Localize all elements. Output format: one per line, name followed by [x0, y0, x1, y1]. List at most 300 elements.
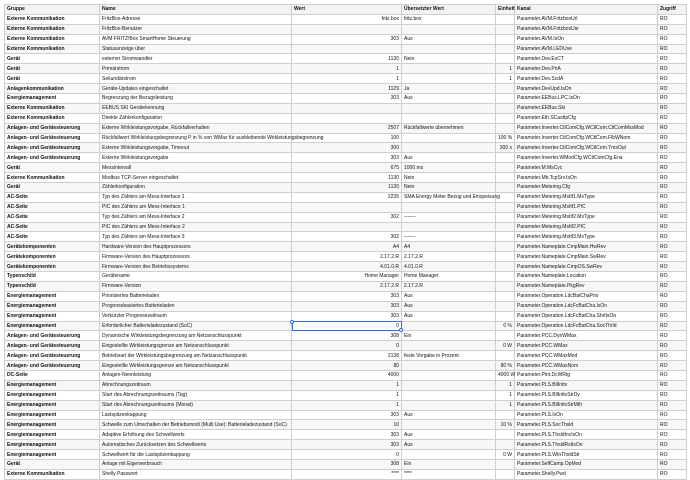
kanal-cell[interactable]: Parameter.AVM.FritzboxUsr	[515, 24, 658, 34]
gruppe-cell[interactable]: Energiemanagement	[5, 440, 100, 450]
name-cell[interactable]: Externe Wirkleistungsvorgabe, Timeout	[100, 143, 292, 153]
kanal-cell[interactable]: Parameter.Operation.LdcFcBatCha.SocThrld	[515, 321, 658, 331]
name-cell[interactable]: Begrenzung der Bezugsleistung	[100, 94, 292, 104]
kanal-cell[interactable]: Parameter.Metering.MsItf1.MsType	[515, 192, 658, 202]
gruppe-cell[interactable]: Gerätekomponenten	[5, 262, 100, 272]
einheit-cell[interactable]	[496, 262, 515, 272]
wert-cell[interactable]: 1	[292, 400, 402, 410]
gruppe-cell[interactable]: Anlagen- und Gerätesteuerung	[5, 341, 100, 351]
wert-cell[interactable]	[292, 202, 402, 212]
kanal-cell[interactable]: Parameter.Metering.MsItf2.PIC	[515, 222, 658, 232]
gruppe-cell[interactable]: Anlagen- und Gerätesteuerung	[5, 143, 100, 153]
gruppe-cell[interactable]: Gerät	[5, 163, 100, 173]
name-cell[interactable]: Firmware-Version des Betriebssystems	[100, 262, 292, 272]
name-cell[interactable]: Firmware-Version	[100, 281, 292, 291]
zugriff-cell[interactable]: RO	[658, 301, 687, 311]
name-cell[interactable]: Externe Wirkleistungsvorgabe, Rückfallverhalten	[100, 123, 292, 133]
zugriff-cell[interactable]: RO	[658, 192, 687, 202]
zugriff-cell[interactable]: RO	[658, 311, 687, 321]
gruppe-cell[interactable]: AC-Seite	[5, 212, 100, 222]
uebersetzter-wert-cell[interactable]: Aus	[402, 153, 496, 163]
gruppe-cell[interactable]: AC-Seite	[5, 192, 100, 202]
zugriff-cell[interactable]: RO	[658, 242, 687, 252]
wert-cell[interactable]: 1	[292, 74, 402, 84]
gruppe-cell[interactable]: Energiemanagement	[5, 321, 100, 331]
name-cell[interactable]: Sekundärstrom	[100, 74, 292, 84]
zugriff-cell[interactable]: RO	[658, 410, 687, 420]
gruppe-cell[interactable]: AC-Seite	[5, 202, 100, 212]
zugriff-cell[interactable]: RO	[658, 44, 687, 54]
name-cell[interactable]: Shelly Passwort	[100, 469, 292, 479]
uebersetzter-wert-cell[interactable]	[402, 24, 496, 34]
uebersetzter-wert-cell[interactable]: Ein	[402, 331, 496, 341]
kanal-cell[interactable]: Parameter.Nameplate.CmpMain.SwRev	[515, 252, 658, 262]
einheit-cell[interactable]: 0 %	[496, 321, 515, 331]
einheit-cell[interactable]	[496, 440, 515, 450]
gruppe-cell[interactable]: Externe Kommunikation	[5, 173, 100, 183]
einheit-cell[interactable]	[496, 14, 515, 24]
uebersetzter-wert-cell[interactable]: 2.17.2.R	[402, 252, 496, 262]
uebersetzter-wert-cell[interactable]: 4.01.0.R	[402, 262, 496, 272]
gruppe-cell[interactable]: Gerät	[5, 183, 100, 193]
zugriff-cell[interactable]: RO	[658, 232, 687, 242]
wert-cell[interactable]: 302	[292, 232, 402, 242]
name-cell[interactable]: PIC des Zählers am Mess-Interface 1	[100, 202, 292, 212]
name-cell[interactable]: Eingestellte Wirkleistungsgrenze am Netzanschlusspunkt	[100, 341, 292, 351]
gruppe-cell[interactable]: Energiemanagement	[5, 311, 100, 321]
gruppe-cell[interactable]: Energiemanagement	[5, 410, 100, 420]
einheit-cell[interactable]: 100 %	[496, 133, 515, 143]
kanal-cell[interactable]: Parameter.Dev.ScdA	[515, 74, 658, 84]
wert-cell[interactable]: 0	[292, 341, 402, 351]
uebersetzter-wert-cell[interactable]: Aus	[402, 291, 496, 301]
gruppe-cell[interactable]: Externe Kommunikation	[5, 14, 100, 24]
gruppe-cell[interactable]: Anlagenkommunikation	[5, 84, 100, 94]
zugriff-cell[interactable]: RO	[658, 262, 687, 272]
uebersetzter-wert-cell[interactable]	[402, 400, 496, 410]
kanal-cell[interactable]: Parameter.PLS.BllInttvStrDy	[515, 390, 658, 400]
name-cell[interactable]: Hardware-Version des Hauptprozessors	[100, 242, 292, 252]
zugriff-cell[interactable]: RO	[658, 183, 687, 193]
kanal-cell[interactable]: Parameter.PLS.IsOn	[515, 410, 658, 420]
wert-cell[interactable]: 302	[292, 212, 402, 222]
name-cell[interactable]: Typ des Zählers am Mess-Interface 1	[100, 192, 292, 202]
einheit-cell[interactable]	[496, 163, 515, 173]
gruppe-cell[interactable]: Externe Kommunikation	[5, 469, 100, 479]
gruppe-cell[interactable]: Energiemanagement	[5, 420, 100, 430]
einheit-cell[interactable]	[496, 123, 515, 133]
uebersetzter-wert-cell[interactable]	[402, 380, 496, 390]
uebersetzter-wert-cell[interactable]: Ein	[402, 459, 496, 469]
gruppe-cell[interactable]: Externe Kommunikation	[5, 103, 100, 113]
name-cell[interactable]: Verkürzter Prognosezeitraum	[100, 311, 292, 321]
uebersetzter-wert-cell[interactable]	[402, 450, 496, 460]
uebersetzter-wert-cell[interactable]	[402, 370, 496, 380]
wert-cell[interactable]: 2507	[292, 123, 402, 133]
gruppe-cell[interactable]: Energiemanagement	[5, 390, 100, 400]
einheit-cell[interactable]	[496, 24, 515, 34]
column-header-einheit[interactable]: Einheit	[496, 5, 515, 15]
gruppe-cell[interactable]: Energiemanagement	[5, 450, 100, 460]
column-header-kanal[interactable]: Kanal	[515, 5, 658, 15]
einheit-cell[interactable]	[496, 232, 515, 242]
name-cell[interactable]: Betriebsart der Wirkleistungsbegrenzung am Netzanschlusspunkt	[100, 351, 292, 361]
uebersetzter-wert-cell[interactable]	[402, 390, 496, 400]
einheit-cell[interactable]: 1	[496, 380, 515, 390]
uebersetzter-wert-cell[interactable]	[402, 143, 496, 153]
einheit-cell[interactable]	[496, 103, 515, 113]
wert-cell[interactable]: 1129	[292, 84, 402, 94]
column-header-zugriff[interactable]: Zugriff	[658, 5, 687, 15]
zugriff-cell[interactable]: RO	[658, 440, 687, 450]
name-cell[interactable]: Priorisiertes Batterieladen	[100, 291, 292, 301]
wert-cell[interactable]: 303	[292, 153, 402, 163]
kanal-cell[interactable]: Parameter.Operation.LdcFcBatCha.IsOn	[515, 301, 658, 311]
name-cell[interactable]: Modbus TCP-Server eingeschaltet	[100, 173, 292, 183]
gruppe-cell[interactable]: Energiemanagement	[5, 291, 100, 301]
kanal-cell[interactable]: Parameter.Nameplate.CmpMain.HwRev	[515, 242, 658, 252]
name-cell[interactable]: PIC des Zählers am Mess-Interface 2	[100, 222, 292, 232]
name-cell[interactable]: Dynamische Wirkleistungsbegrenzung am Netzanschlusspunkt	[100, 331, 292, 341]
gruppe-cell[interactable]: AC-Seite	[5, 232, 100, 242]
gruppe-cell[interactable]: Typenschild	[5, 281, 100, 291]
wert-cell[interactable]: 100	[292, 133, 402, 143]
name-cell[interactable]: AVM FRITZ!Box SmartHome Steuerung	[100, 34, 292, 44]
zugriff-cell[interactable]: RO	[658, 351, 687, 361]
name-cell[interactable]: externer Stromwandler	[100, 54, 292, 64]
gruppe-cell[interactable]: Anlagen- und Gerätesteuerung	[5, 361, 100, 371]
zugriff-cell[interactable]: RO	[658, 341, 687, 351]
kanal-cell[interactable]: Parameter.Eth.SCastIpCfg	[515, 113, 658, 123]
zugriff-cell[interactable]: RO	[658, 469, 687, 479]
kanal-cell[interactable]: Parameter.PCC.WMax	[515, 341, 658, 351]
kanal-cell[interactable]: Parameter.AVM.FritzboxUrl	[515, 14, 658, 24]
gruppe-cell[interactable]: Gerät	[5, 74, 100, 84]
einheit-cell[interactable]: 1	[496, 390, 515, 400]
wert-cell[interactable]: 303	[292, 440, 402, 450]
wert-cell[interactable]: 675	[292, 163, 402, 173]
kanal-cell[interactable]: Parameter.PLS.SocThsld	[515, 420, 658, 430]
name-cell[interactable]: Start des Abrechnungszeitraums (Monat)	[100, 400, 292, 410]
gruppe-cell[interactable]: DC-Seite	[5, 370, 100, 380]
column-header-uebersetzter-wert[interactable]: Übersetzter Wert	[402, 5, 496, 15]
einheit-cell[interactable]	[496, 351, 515, 361]
zugriff-cell[interactable]: RO	[658, 64, 687, 74]
einheit-cell[interactable]	[496, 34, 515, 44]
kanal-cell[interactable]: Parameter.Dev.ExCT	[515, 54, 658, 64]
kanal-cell[interactable]: Parameter.AVM.IsOn	[515, 34, 658, 44]
uebersetzter-wert-cell[interactable]: Aus	[402, 301, 496, 311]
kanal-cell[interactable]: Parameter.EEBus.Ski	[515, 103, 658, 113]
kanal-cell[interactable]: Parameter.PCC.DynWMax	[515, 331, 658, 341]
name-cell[interactable]: Erforderlicher Batterieladezustand (SoC)	[100, 321, 292, 331]
kanal-cell[interactable]: Parameter.PLS.BllInttv	[515, 380, 658, 390]
gruppe-cell[interactable]: Gerätekomponenten	[5, 252, 100, 262]
kanal-cell[interactable]: Parameter.Nameplate.CmpOS.SwRev	[515, 262, 658, 272]
einheit-cell[interactable]	[496, 113, 515, 123]
uebersetzter-wert-cell[interactable]	[402, 103, 496, 113]
einheit-cell[interactable]: 1	[496, 400, 515, 410]
zugriff-cell[interactable]: RO	[658, 370, 687, 380]
zugriff-cell[interactable]: RO	[658, 459, 687, 469]
gruppe-cell[interactable]: Externe Kommunikation	[5, 34, 100, 44]
uebersetzter-wert-cell[interactable]: Aus	[402, 410, 496, 420]
name-cell[interactable]: Gerätename	[100, 272, 292, 282]
uebersetzter-wert-cell[interactable]: SMA Energy Meter Bezug und Einspeisung	[402, 192, 496, 202]
einheit-cell[interactable]	[496, 222, 515, 232]
zugriff-cell[interactable]: RO	[658, 54, 687, 64]
wert-cell[interactable]: 308	[292, 459, 402, 469]
selected-cell[interactable]: 0	[292, 321, 402, 331]
zugriff-cell[interactable]: RO	[658, 34, 687, 44]
uebersetzter-wert-cell[interactable]: -------	[402, 232, 496, 242]
wert-cell[interactable]: 1	[292, 64, 402, 74]
uebersetzter-wert-cell[interactable]	[402, 341, 496, 351]
kanal-cell[interactable]: Parameter.PCC.WMaxNom	[515, 361, 658, 371]
zugriff-cell[interactable]: RO	[658, 123, 687, 133]
zugriff-cell[interactable]: RO	[658, 420, 687, 430]
name-cell[interactable]: Start des Abrechnungszeitraums (Tag)	[100, 390, 292, 400]
gruppe-cell[interactable]: Gerät	[5, 54, 100, 64]
wert-cell[interactable]	[292, 44, 402, 54]
gruppe-cell[interactable]: Energiemanagement	[5, 400, 100, 410]
kanal-cell[interactable]: Parameter.Inverter.CtlComCfg.WCtlCom.FlbWNom	[515, 133, 658, 143]
name-cell[interactable]: EEBUS SKI Gerätekennung	[100, 103, 292, 113]
uebersetzter-wert-cell[interactable]: Nein	[402, 183, 496, 193]
zugriff-cell[interactable]: RO	[658, 143, 687, 153]
wert-cell[interactable]: 2138	[292, 351, 402, 361]
name-cell[interactable]: Lastspitzenkappung	[100, 410, 292, 420]
wert-cell[interactable]: 1	[292, 380, 402, 390]
zugriff-cell[interactable]: RO	[658, 321, 687, 331]
einheit-cell[interactable]	[496, 301, 515, 311]
gruppe-cell[interactable]: Energiemanagement	[5, 301, 100, 311]
kanal-cell[interactable]: Parameter.Plnt.DcWRtg	[515, 370, 658, 380]
name-cell[interactable]: Geräte-Updates eingeschaltet	[100, 84, 292, 94]
name-cell[interactable]: Typ des Zählers am Mess-Interface 2	[100, 212, 292, 222]
uebersetzter-wert-cell[interactable]	[402, 321, 496, 331]
wert-cell[interactable]: 1130	[292, 173, 402, 183]
einheit-cell[interactable]: 0 W	[496, 450, 515, 460]
kanal-cell[interactable]: Parameter.Metering.Cfg	[515, 183, 658, 193]
uebersetzter-wert-cell[interactable]: Aus	[402, 34, 496, 44]
gruppe-cell[interactable]: Gerät	[5, 459, 100, 469]
wert-cell[interactable]: 303	[292, 291, 402, 301]
zugriff-cell[interactable]: RO	[658, 430, 687, 440]
name-cell[interactable]: Rückfallwert Wirkleistungsbegrenzung P in % von WMax für ausbleibende Wirkleistungsbegrenzung	[100, 133, 292, 143]
zugriff-cell[interactable]: RO	[658, 14, 687, 24]
zugriff-cell[interactable]: RO	[658, 212, 687, 222]
wert-cell[interactable]: 80	[292, 361, 402, 371]
zugriff-cell[interactable]: RO	[658, 331, 687, 341]
name-cell[interactable]: Schwelle zum Umschalten der Betriebsmodi (Multi Use): Batterieladezustand (SoC)	[100, 420, 292, 430]
wert-cell[interactable]: 303	[292, 311, 402, 321]
gruppe-cell[interactable]: Anlagen- und Gerätesteuerung	[5, 331, 100, 341]
kanal-cell[interactable]: Parameter.Mb.TcpSrv.IsOn	[515, 173, 658, 183]
name-cell[interactable]: Prognosebasiertes Batterieladen	[100, 301, 292, 311]
wert-cell[interactable]: 303	[292, 430, 402, 440]
einheit-cell[interactable]	[496, 202, 515, 212]
einheit-cell[interactable]	[496, 252, 515, 262]
einheit-cell[interactable]: 80 %	[496, 361, 515, 371]
wert-cell[interactable]: 2.17.2.R	[292, 252, 402, 262]
einheit-cell[interactable]	[496, 272, 515, 282]
gruppe-cell[interactable]: Typenschild	[5, 272, 100, 282]
gruppe-cell[interactable]: Anlagen- und Gerätesteuerung	[5, 123, 100, 133]
einheit-cell[interactable]	[496, 94, 515, 104]
einheit-cell[interactable]: 0 W	[496, 341, 515, 351]
uebersetzter-wert-cell[interactable]: Aus	[402, 94, 496, 104]
zugriff-cell[interactable]: RO	[658, 103, 687, 113]
einheit-cell[interactable]	[496, 173, 515, 183]
zugriff-cell[interactable]: RO	[658, 222, 687, 232]
gruppe-cell[interactable]: Gerätekomponenten	[5, 242, 100, 252]
column-header-wert[interactable]: Wert	[292, 5, 402, 15]
zugriff-cell[interactable]: RO	[658, 84, 687, 94]
wert-cell[interactable]: Home Manager	[292, 272, 402, 282]
kanal-cell[interactable]: Parameter.PLS.ThsldIncIsOn	[515, 430, 658, 440]
uebersetzter-wert-cell[interactable]: 2.17.2.R	[402, 281, 496, 291]
einheit-cell[interactable]: 1	[496, 74, 515, 84]
gruppe-cell[interactable]: Anlagen- und Gerätesteuerung	[5, 153, 100, 163]
einheit-cell[interactable]	[496, 430, 515, 440]
name-cell[interactable]: Firmware-Version des Hauptprozessors	[100, 252, 292, 262]
zugriff-cell[interactable]: RO	[658, 113, 687, 123]
kanal-cell[interactable]: Parameter.Metering.MsItf3.MsType	[515, 232, 658, 242]
uebersetzter-wert-cell[interactable]: -------	[402, 212, 496, 222]
zugriff-cell[interactable]: RO	[658, 74, 687, 84]
zugriff-cell[interactable]: RO	[658, 272, 687, 282]
wert-cell[interactable]: A4	[292, 242, 402, 252]
name-cell[interactable]: Statusanzeige über	[100, 44, 292, 54]
wert-cell[interactable]: 303	[292, 410, 402, 420]
kanal-cell[interactable]: Parameter.Nameplate.Location	[515, 272, 658, 282]
uebersetzter-wert-cell[interactable]: Rückfallwerte übernehmen	[402, 123, 496, 133]
kanal-cell[interactable]: Parameter.Dev.PriA	[515, 64, 658, 74]
uebersetzter-wert-cell[interactable]: Aus	[402, 311, 496, 321]
einheit-cell[interactable]	[496, 54, 515, 64]
wert-cell[interactable]: 1130	[292, 183, 402, 193]
einheit-cell[interactable]	[496, 410, 515, 420]
column-header-name[interactable]: Name	[100, 5, 292, 15]
einheit-cell[interactable]	[496, 469, 515, 479]
wert-cell[interactable]: ****	[292, 469, 402, 479]
kanal-cell[interactable]: Parameter.DevUpd.IsOn	[515, 84, 658, 94]
wert-cell[interactable]	[292, 222, 402, 232]
einheit-cell[interactable]: 300 s	[496, 143, 515, 153]
kanal-cell[interactable]: Parameter.Inverter.CtlComCfg.WCtlCom.TmsOut	[515, 143, 658, 153]
uebersetzter-wert-cell[interactable]: Aus	[402, 440, 496, 450]
gruppe-cell[interactable]: Anlagen- und Gerätesteuerung	[5, 351, 100, 361]
einheit-cell[interactable]	[496, 44, 515, 54]
zugriff-cell[interactable]: RO	[658, 450, 687, 460]
uebersetzter-wert-cell[interactable]: Nein	[402, 173, 496, 183]
name-cell[interactable]: Typ des Zählers am Mess-Interface 3	[100, 232, 292, 242]
wert-cell[interactable]: 4000	[292, 370, 402, 380]
wert-cell[interactable]: fritz.box	[292, 14, 402, 24]
kanal-cell[interactable]: Parameter.Operation.LdcBatChaPrio	[515, 291, 658, 301]
einheit-cell[interactable]	[496, 212, 515, 222]
uebersetzter-wert-cell[interactable]	[402, 222, 496, 232]
kanal-cell[interactable]: Parameter.Inverter.WModCfg.WCtlComCfg.Ena	[515, 153, 658, 163]
wert-cell[interactable]	[292, 113, 402, 123]
name-cell[interactable]: Automatisches Zurücksetzen des Schwellwerts	[100, 440, 292, 450]
uebersetzter-wert-cell[interactable]: feste Vorgabe in Prozent	[402, 351, 496, 361]
einheit-cell[interactable]	[496, 311, 515, 321]
wert-cell[interactable]	[292, 24, 402, 34]
uebersetzter-wert-cell[interactable]	[402, 113, 496, 123]
zugriff-cell[interactable]: RO	[658, 361, 687, 371]
wert-cell[interactable]: 10	[292, 420, 402, 430]
uebersetzter-wert-cell[interactable]	[402, 133, 496, 143]
einheit-cell[interactable]	[496, 84, 515, 94]
wert-cell[interactable]: 0	[292, 450, 402, 460]
wert-cell[interactable]: 308	[292, 331, 402, 341]
column-header-gruppe[interactable]: Gruppe	[5, 5, 100, 15]
zugriff-cell[interactable]: RO	[658, 281, 687, 291]
wert-cell[interactable]: 1130	[292, 54, 402, 64]
zugriff-cell[interactable]: RO	[658, 173, 687, 183]
gruppe-cell[interactable]: Energiemanagement	[5, 380, 100, 390]
uebersetzter-wert-cell[interactable]: 1000 ms	[402, 163, 496, 173]
uebersetzter-wert-cell[interactable]: Aus	[402, 430, 496, 440]
einheit-cell[interactable]: 4000 W	[496, 370, 515, 380]
zugriff-cell[interactable]: RO	[658, 133, 687, 143]
wert-cell[interactable]: 303	[292, 94, 402, 104]
zugriff-cell[interactable]: RO	[658, 252, 687, 262]
name-cell[interactable]: Schwellwert für die Lastspitzenkappung	[100, 450, 292, 460]
wert-cell[interactable]: 4.01.0.R	[292, 262, 402, 272]
uebersetzter-wert-cell[interactable]: ****	[402, 469, 496, 479]
name-cell[interactable]: Zählerkonfiguration	[100, 183, 292, 193]
uebersetzter-wert-cell[interactable]: fritz.box	[402, 14, 496, 24]
uebersetzter-wert-cell[interactable]	[402, 361, 496, 371]
wert-cell[interactable]: 300	[292, 143, 402, 153]
name-cell[interactable]: FritzBox-Adresse	[100, 14, 292, 24]
einheit-cell[interactable]	[496, 242, 515, 252]
uebersetzter-wert-cell[interactable]	[402, 420, 496, 430]
einheit-cell[interactable]	[496, 153, 515, 163]
kanal-cell[interactable]: Parameter.Metering.MsItf1.PIC	[515, 202, 658, 212]
wert-cell[interactable]: 1	[292, 390, 402, 400]
name-cell[interactable]: FritzBox-Benutzer	[100, 24, 292, 34]
uebersetzter-wert-cell[interactable]	[402, 74, 496, 84]
wert-cell[interactable]: 303	[292, 301, 402, 311]
gruppe-cell[interactable]: Energiemanagement	[5, 430, 100, 440]
uebersetzter-wert-cell[interactable]	[402, 64, 496, 74]
wert-cell[interactable]: 2.17.2.R	[292, 281, 402, 291]
einheit-cell[interactable]	[496, 183, 515, 193]
zugriff-cell[interactable]: RO	[658, 291, 687, 301]
wert-cell[interactable]: 303	[292, 34, 402, 44]
gruppe-cell[interactable]: Externe Kommunikation	[5, 113, 100, 123]
selection-handle-start[interactable]	[290, 320, 294, 324]
zugriff-cell[interactable]: RO	[658, 202, 687, 212]
name-cell[interactable]: Direkte Zählerkonfiguration	[100, 113, 292, 123]
name-cell[interactable]: Externe Wirkleistungsvorgabe	[100, 153, 292, 163]
name-cell[interactable]: Primärstrom	[100, 64, 292, 74]
kanal-cell[interactable]: Parameter.PLS.ThsldRstIsOn	[515, 440, 658, 450]
einheit-cell[interactable]: 1	[496, 64, 515, 74]
gruppe-cell[interactable]: Energiemanagement	[5, 94, 100, 104]
wert-cell[interactable]: 2235	[292, 192, 402, 202]
einheit-cell[interactable]	[496, 331, 515, 341]
name-cell[interactable]: Anlage mit Eigenverbrauch	[100, 459, 292, 469]
kanal-cell[interactable]: Parameter.Nameplate.PkgRev	[515, 281, 658, 291]
kanal-cell[interactable]: Parameter.SelfCamp.OpMod	[515, 459, 658, 469]
gruppe-cell[interactable]: Anlagen- und Gerätesteuerung	[5, 133, 100, 143]
uebersetzter-wert-cell[interactable]: Ja	[402, 84, 496, 94]
